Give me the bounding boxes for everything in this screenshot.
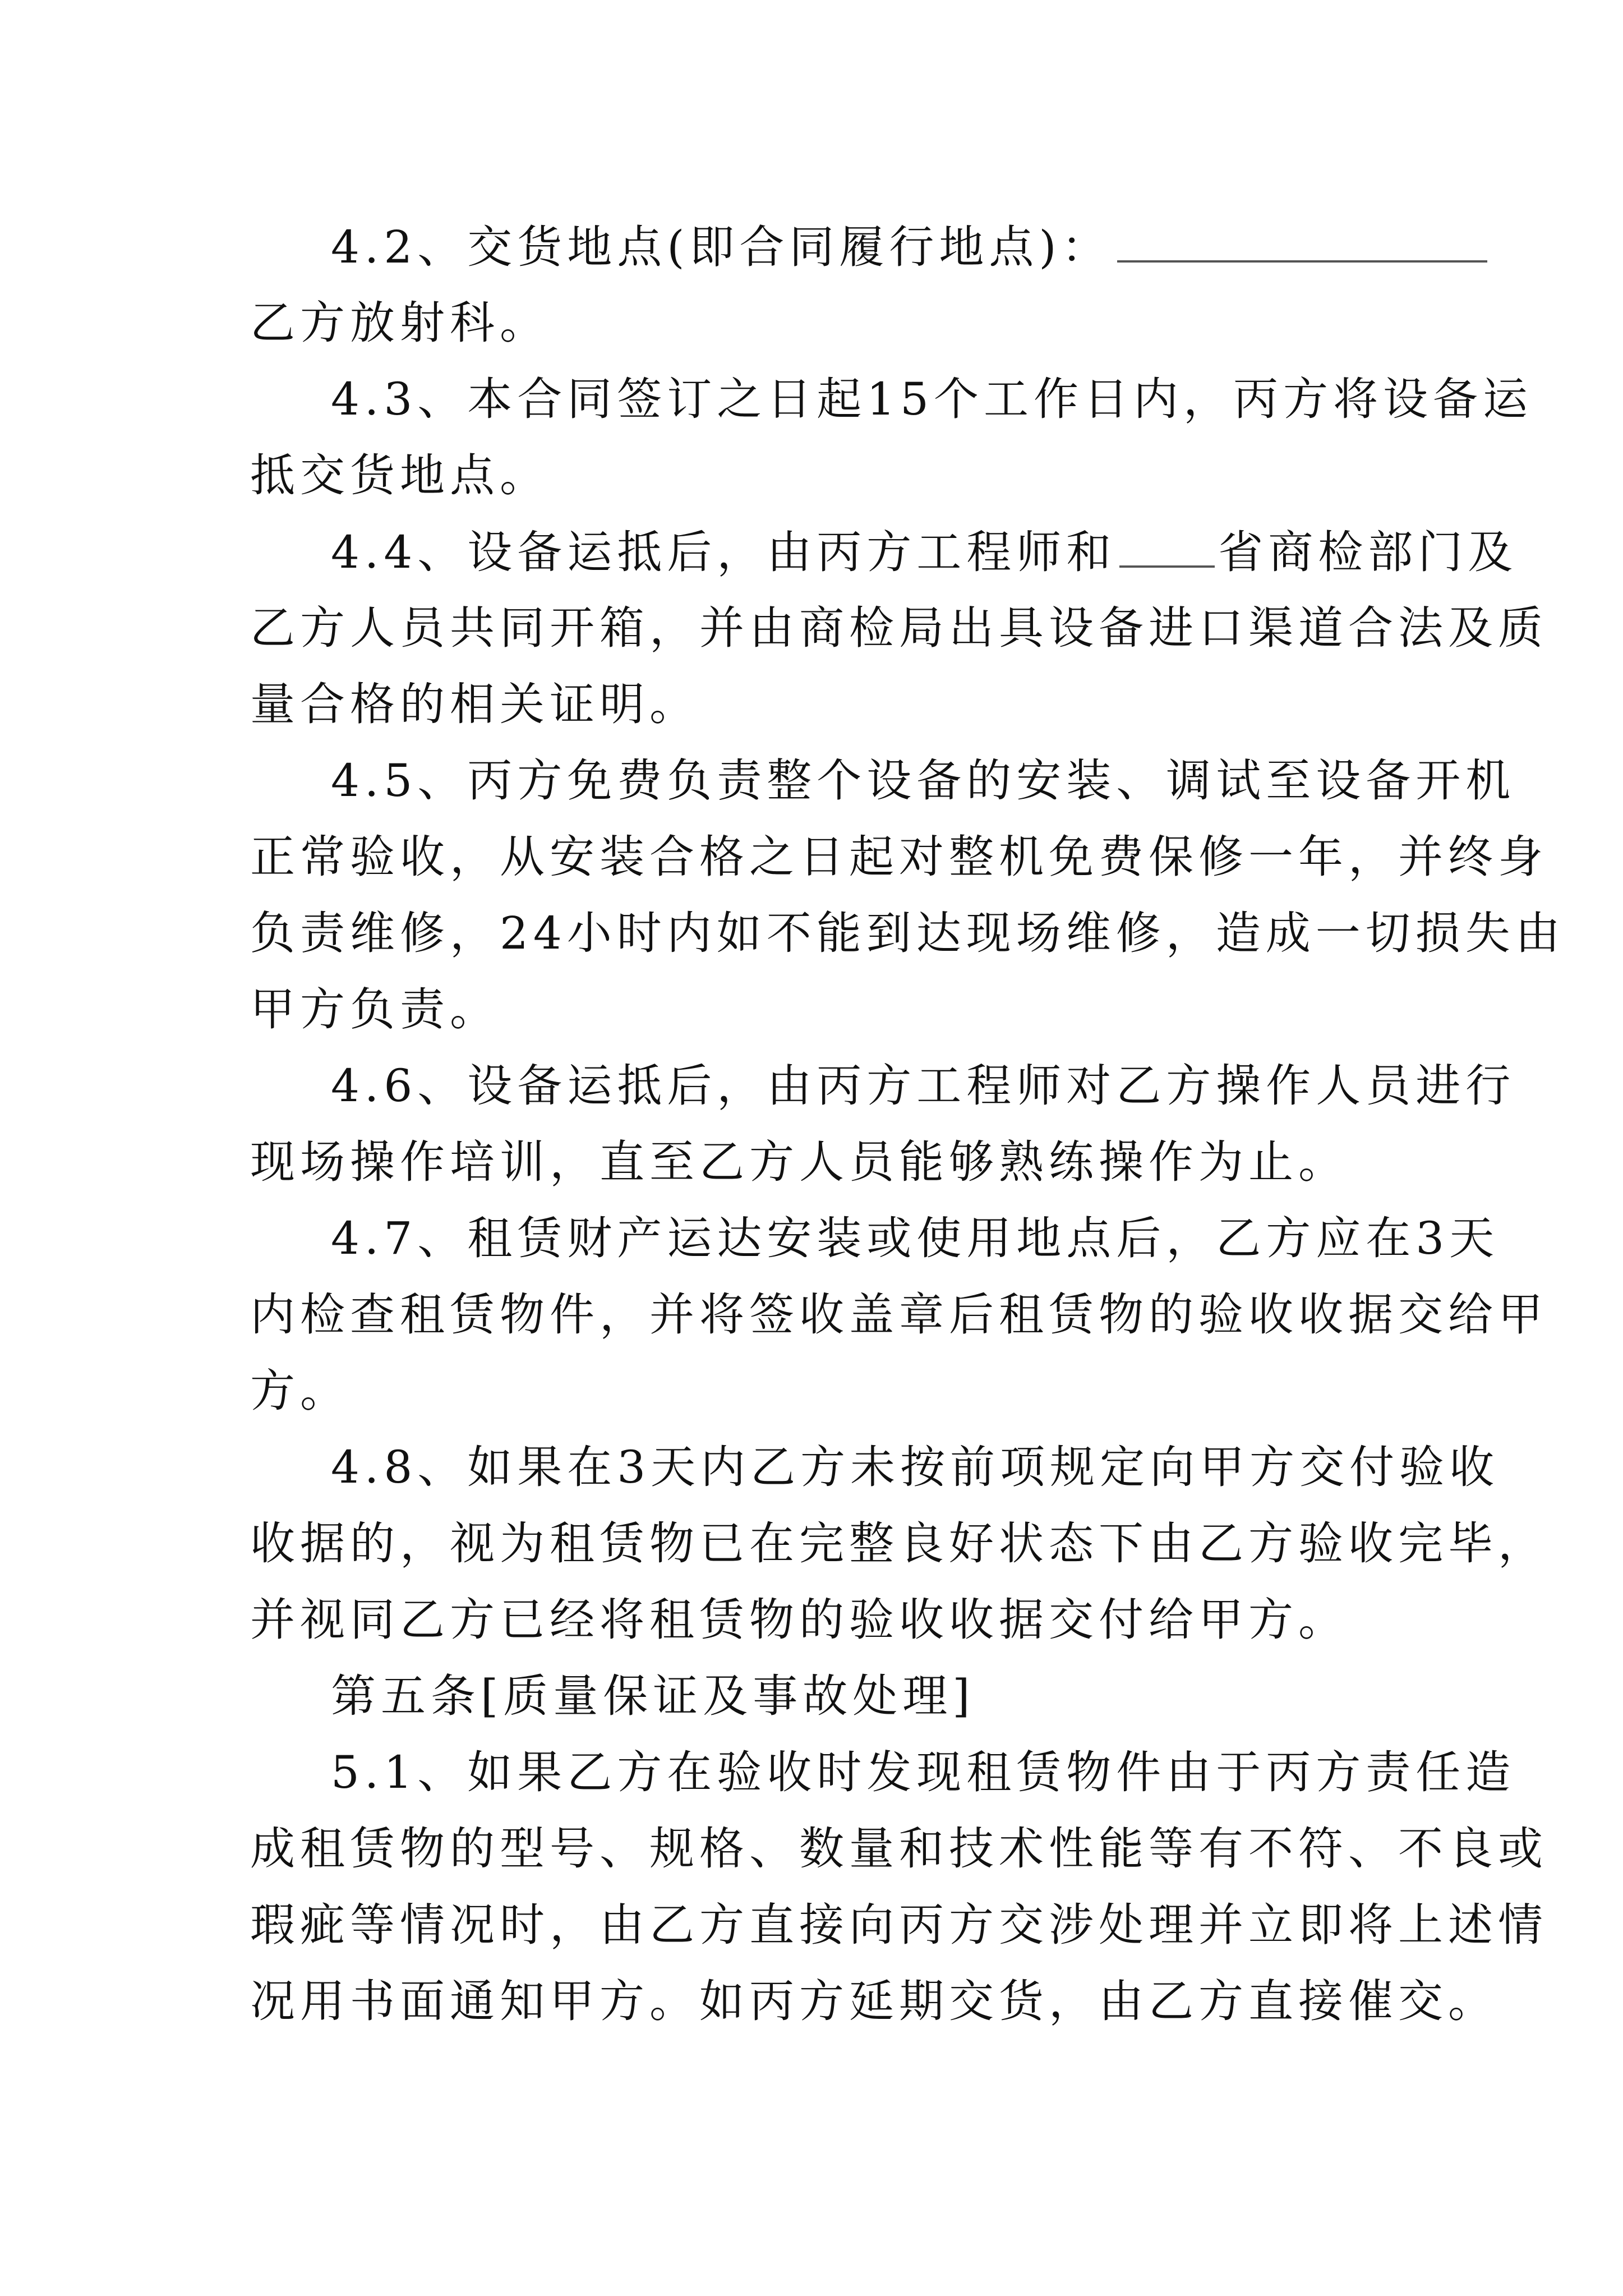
- text-line: 成租赁物的型号、规格、数量和技术性能等有不符、不良或: [250, 1823, 1548, 1875]
- clause-4-2-text: 4.2、交货地点(即合同履行地点)：: [331, 221, 1112, 273]
- text-line: 现场操作培训，直至乙方人员能够熟练操作为止。: [250, 1136, 1348, 1188]
- text-line: 况用书面通知甲方。如丙方延期交货，由乙方直接催交。: [250, 1975, 1498, 2027]
- text-line: 收据的，视为租赁物已在完整良好状态下由乙方验收完毕，: [250, 1517, 1548, 1570]
- text-line: 乙方人员共同开箱，并由商检局出具设备进口渠道合法及质: [250, 602, 1548, 654]
- text-line: 4.5、丙方免费负责整个设备的安装、调试至设备开机: [331, 754, 1516, 807]
- text-line: 负责维修，24小时内如不能到达现场维修，造成一切损失由: [250, 907, 1565, 959]
- text-line: 抵交货地点。: [250, 449, 550, 501]
- text-line: 正常验收，从安装合格之日起对整机免费保修一年，并终身: [250, 831, 1548, 883]
- text-line: 瑕疵等情况时，由乙方直接向丙方交涉处理并立即将上述情: [250, 1899, 1548, 1951]
- text-line: 甲方负责。: [250, 983, 500, 1036]
- text-line: [331, 525, 1518, 579]
- text-line: 量合格的相关证明。: [250, 678, 699, 730]
- text-line: [331, 220, 1383, 274]
- province-blank: [1119, 525, 1215, 568]
- text-line: 并视同乙方已经将租赁物的验收收据交付给甲方。: [250, 1594, 1348, 1646]
- clause-4-4-text-b: 省商检部门及: [1218, 526, 1518, 578]
- text-line: 4.7、租赁财产运达安装或使用地点后，乙方应在3天: [331, 1212, 1500, 1264]
- delivery-location-blank: [1117, 220, 1487, 263]
- text-line: 4.3、本合同签订之日起15个工作日内，丙方将设备运: [331, 373, 1533, 425]
- text-line: 乙方放射科。: [250, 297, 550, 349]
- text-line: 4.6、设备运抵后，由丙方工程师对乙方操作人员进行: [331, 1060, 1516, 1112]
- clause-4-4-text-a: 4.4、设备运抵后，由丙方工程师和: [331, 526, 1117, 578]
- section-heading: 第五条[质量保证及事故处理]: [331, 1670, 975, 1722]
- text-line: 4.8、如果在3天内乙方未按前项规定向甲方交付验收: [331, 1441, 1500, 1493]
- text-line: 内检查租赁物件，并将签收盖章后租赁物的验收收据交给甲: [250, 1289, 1548, 1341]
- text-line: 方。: [250, 1365, 350, 1417]
- text-line: 5.1、如果乙方在验收时发现租赁物件由于丙方责任造: [331, 1746, 1516, 1798]
